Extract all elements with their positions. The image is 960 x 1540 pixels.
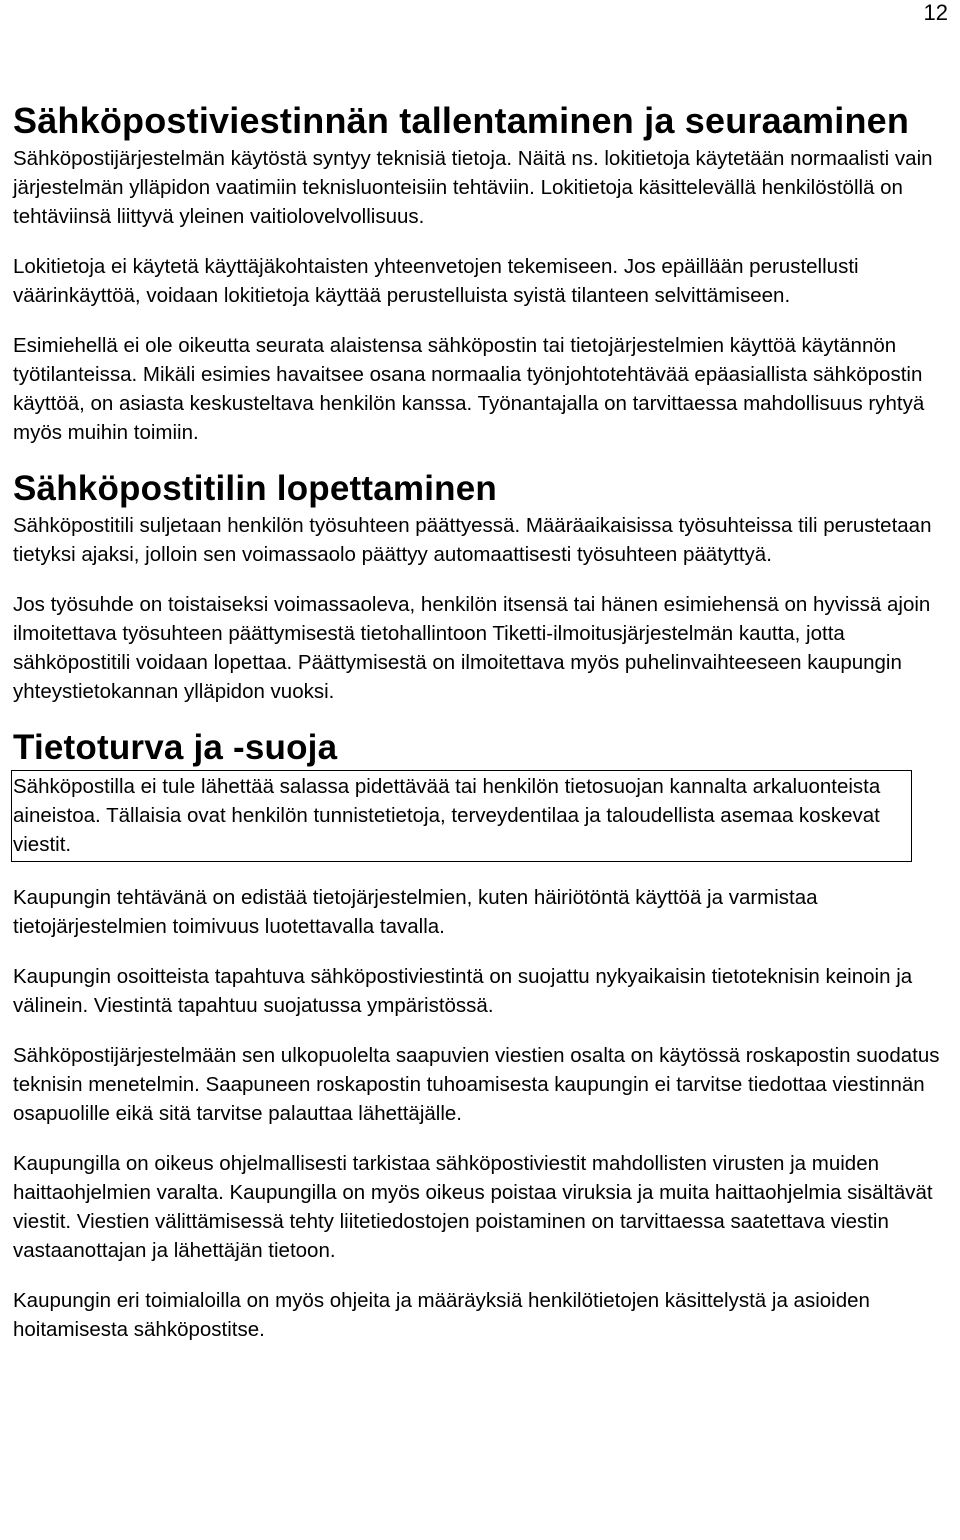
paragraph: Sähköpostitili suljetaan henkilön työsuhteen päättyessä. Määräaikaisissa työsuhteissa tili perustetaan tietyksi ajaksi, jolloin sen voimassaolo päättyy automaattisesti työsuhteen päätyttyä. xyxy=(13,514,932,566)
section-heading: Sähköpostitilin lopettaminen xyxy=(13,469,497,508)
paragraph: Lokitietoja ei käytetä käyttäjäkohtaisten yhteenvetojen tekemiseen. Jos epäillään perustellusti väärinkäyttöä, voidaan lokitietoja käyttää perustelluista syistä tilanteen selvittämiseen. xyxy=(13,255,859,307)
boxed-paragraph: Sähköpostilla ei tule lähettää salassa pidettävää tai henkilön tietosuojan kannalta arkaluonteista aineistoa. Tällaisia ovat henkilön tunnistetietoja, terveydentilaa ja taloudellista asemaa koskevat viestit. xyxy=(13,775,881,856)
page-number: 12 xyxy=(923,0,948,25)
section-security xyxy=(13,727,948,1344)
section-email-logging xyxy=(13,100,948,447)
boxed-notice xyxy=(11,770,912,862)
paragraph: Kaupungilla on oikeus ohjelmallisesti tarkistaa sähköpostiviestit mahdollisten virusten ja muiden haittaohjelmien varalta. Kaupungilla on myös oikeus poistaa viruksia ja muita haittaohjelmia sisältävät viestit. Viestien välittämisessä tehty liitetiedostojen poistaminen on tarvittaessa saatettava viestin vastaanottajan ja lähettäjän tietoon. xyxy=(13,1152,933,1262)
section-heading: Tietoturva ja -suoja xyxy=(13,728,338,767)
paragraph: Sähköpostijärjestelmään sen ulkopuolelta saapuvien viestien osalta on käytössä roskapostin suodatus teknisin menetelmin. Saapuneen roskapostin tuhoamisesta kaupungin ei tarvitse tiedottaa viestinnän osapuolille eikä sitä tarvitse palauttaa lähettäjälle. xyxy=(13,1044,940,1125)
section-heading: Sähköpostiviestinnän tallentaminen ja seuraaminen xyxy=(13,100,910,141)
paragraph: Kaupungin tehtävänä on edistää tietojärjestelmien, kuten häiriötöntä käyttöä ja varmistaa tietojärjestelmien toimivuus luotettavalla tavalla. xyxy=(13,886,818,938)
paragraph: Jos työsuhde on toistaiseksi voimassaoleva, henkilön itsensä tai hänen esimiehensä on hyvissä ajoin ilmoitettava työsuhteen päättymisestä tietohallintoon Tiketti-ilmoitusjärjestelmän kautta, jotta sähköpostitili voidaan lopettaa. Päättymisestä on ilmoitettava myös puhelinvaihteeseen kaupungin yhteystietokannan ylläpidon vuoksi. xyxy=(13,593,931,703)
paragraph: Kaupungin eri toimialoilla on myös ohjeita ja määräyksiä henkilötietojen käsittelystä ja asioiden hoitamisesta sähköpostitse. xyxy=(13,1289,870,1341)
paragraph: Kaupungin osoitteista tapahtuva sähköpostiviestintä on suojattu nykyaikaisin tietoteknisin keinoin ja välinein. Viestintä tapahtuu suojatussa ympäristössä. xyxy=(13,965,913,1017)
document-body xyxy=(13,100,948,1365)
section-account-closing xyxy=(13,468,948,706)
paragraph: Sähköpostijärjestelmän käytöstä syntyy teknisiä tietoja. Näitä ns. lokitietoja käytetään normaalisti vain järjestelmän ylläpidon vaatimiin teknisluonteisiin tehtäviin. Lokitietoja käsittelevällä henkilöstöllä on tehtäviinsä liittyvä yleinen vaitiolovelvollisuus. xyxy=(13,147,933,228)
paragraph: Esimiehellä ei ole oikeutta seurata alaistensa sähköpostin tai tietojärjestelmien käyttöä käytännön työtilanteissa. Mikäli esimies havaitsee osana normaalia työnjohtotehtävää epäasiallista sähköpostin käyttöä, on asiasta keskusteltava henkilön kanssa. Työnantajalla on tarvittaessa mahdollisuus ryhtyä myös muihin toimiin. xyxy=(13,334,925,444)
